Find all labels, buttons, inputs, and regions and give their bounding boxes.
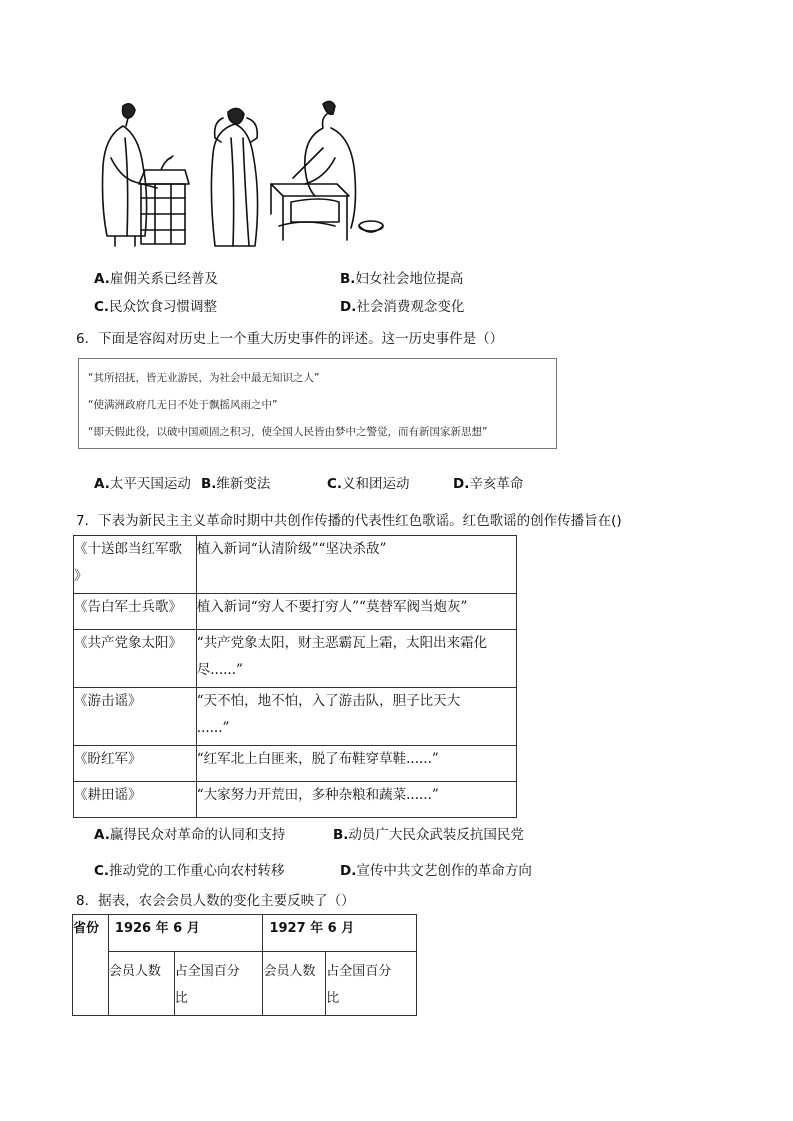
cell-line: 》	[74, 568, 88, 584]
table-row	[74, 688, 517, 746]
q5-option-c	[94, 295, 217, 315]
q8-stem: 8．据表，农会会员人数的变化主要反映了（）	[76, 893, 355, 909]
song-name-cell	[74, 594, 197, 630]
option-text: 太平天国运动	[109, 476, 191, 492]
cell-line: 《共产党象太阳》	[74, 635, 182, 651]
song-name-cell	[74, 746, 197, 782]
song-desc-cell	[196, 688, 516, 746]
cell-line: “大家努力开荒田，多种杂粮和蔬菜......”	[196, 787, 439, 803]
cell-line: 占全国百分	[174, 964, 240, 979]
option-letter: A.	[94, 476, 110, 492]
cell-line: 植入新词“认清阶级”“坚决杀敌”	[196, 541, 387, 557]
cell-line: 占全国百分	[326, 964, 392, 979]
q6-quote-3: “即天假此役，以破中国顽固之积习，使全国人民皆由梦中之警觉，而有新国家新思想”	[88, 426, 488, 438]
members-col-cell	[263, 952, 326, 1016]
cell-line: “共产党象太阳，财主恶霸瓦上霜，太阳出来霜化	[196, 635, 488, 651]
cell-line: “天不怕，地不怕，入了游击队，胆子比天大	[196, 693, 461, 709]
q6-option-b	[201, 472, 270, 492]
header-text: 1926 年 6 月	[114, 921, 200, 936]
song-name-cell	[74, 782, 197, 818]
option-text: 赢得民众对革命的认同和支持	[109, 827, 286, 843]
header-text: 省份	[73, 921, 100, 936]
percent-col-cell	[326, 952, 417, 1016]
option-letter: A.	[94, 271, 110, 287]
song-desc-cell	[196, 746, 516, 782]
option-letter: B.	[333, 827, 349, 843]
year-1926-header-cell	[108, 915, 263, 952]
option-text: 动员广大民众武装反抗国民党	[348, 827, 524, 843]
option-letter: C.	[94, 863, 110, 879]
cell-line: ......”	[196, 720, 230, 736]
q5-option-b	[340, 267, 463, 287]
table-row	[74, 782, 517, 818]
cell-line: 《盼红军》	[74, 751, 142, 767]
q8-farmers-table	[72, 914, 417, 1016]
option-text: 辛亥革命	[469, 476, 524, 492]
table-row	[74, 536, 517, 594]
q7-option-c	[94, 859, 285, 879]
option-text: 推动党的工作重心向农村转移	[109, 863, 285, 879]
q6-quote-box	[78, 358, 557, 449]
option-letter: C.	[94, 299, 110, 315]
year-1927-header-cell	[263, 915, 417, 952]
cell-line: 《耕田谣》	[74, 787, 142, 803]
table-row	[74, 630, 517, 688]
q6-option-d	[453, 472, 523, 492]
song-name-cell	[74, 688, 197, 746]
q6-quote-1: “其所招抚，皆无业游民，为社会中最无知识之人”	[88, 372, 320, 384]
song-desc-cell	[196, 630, 516, 688]
table-row	[74, 594, 517, 630]
option-text: 义和团运动	[342, 476, 410, 492]
song-name-cell	[74, 536, 197, 594]
table-row	[73, 915, 417, 952]
q5-option-a	[94, 267, 218, 287]
cell-line: 比	[326, 991, 340, 1006]
cell-line: 比	[174, 991, 188, 1006]
option-text: 宣传中共文艺创作的革命方向	[356, 863, 532, 879]
q7-stem: 7．下表为新民主主义革命时期中共创作传播的代表性红色歌谣。红色歌谣的创作传播旨在()	[76, 513, 622, 529]
option-text: 妇女社会地位提高	[355, 271, 464, 287]
q5-option-d	[340, 295, 464, 315]
table-row	[73, 952, 417, 1016]
q6-stem: 6．下面是容闳对历史上一个重大历史事件的评述。这一历史事件是（）	[76, 331, 504, 347]
option-text: 维新变法	[216, 476, 271, 492]
option-letter: B.	[201, 476, 217, 492]
cell-line: 《十送郎当红军歌	[74, 541, 182, 557]
q6-option-c	[327, 472, 410, 492]
option-letter: D.	[340, 863, 357, 879]
q6-quote-2: “使满洲政府几无日不处于飘摇风雨之中”	[88, 399, 278, 411]
song-desc-cell	[196, 536, 516, 594]
song-name-cell	[74, 630, 197, 688]
q7-option-b	[333, 823, 524, 843]
q7-option-a	[94, 823, 285, 843]
option-letter: B.	[340, 271, 356, 287]
option-letter: D.	[453, 476, 470, 492]
percent-col-cell	[174, 952, 263, 1016]
cell-line: 植入新词“穷人不要打穷人”“莫替军阀当炮灰”	[196, 599, 468, 615]
q6-option-a	[94, 472, 191, 492]
option-letter: D.	[340, 299, 357, 315]
q7-option-d	[340, 859, 532, 879]
cell-line: 会员人数	[108, 964, 161, 979]
song-desc-cell	[196, 782, 516, 818]
cell-line: “红军北上白匪来，脱了布鞋穿草鞋......”	[196, 751, 439, 767]
option-text: 雇佣关系已经普及	[109, 271, 218, 287]
ancient-figures-illustration	[95, 98, 385, 250]
cell-line: 尽......”	[196, 662, 243, 678]
province-header-cell	[73, 915, 109, 1016]
header-text: 1927 年 6 月	[269, 921, 355, 936]
cell-line: 会员人数	[263, 964, 316, 979]
option-letter: A.	[94, 827, 110, 843]
cell-line: 《告白军士兵歌》	[74, 599, 182, 615]
table-row	[74, 746, 517, 782]
song-desc-cell	[196, 594, 516, 630]
cell-line: 《游击谣》	[74, 693, 142, 709]
q7-song-table	[73, 535, 517, 818]
option-text: 社会消费观念变化	[356, 299, 465, 315]
option-letter: C.	[327, 476, 343, 492]
option-text: 民众饮食习惯调整	[109, 299, 218, 315]
members-col-cell	[108, 952, 174, 1016]
